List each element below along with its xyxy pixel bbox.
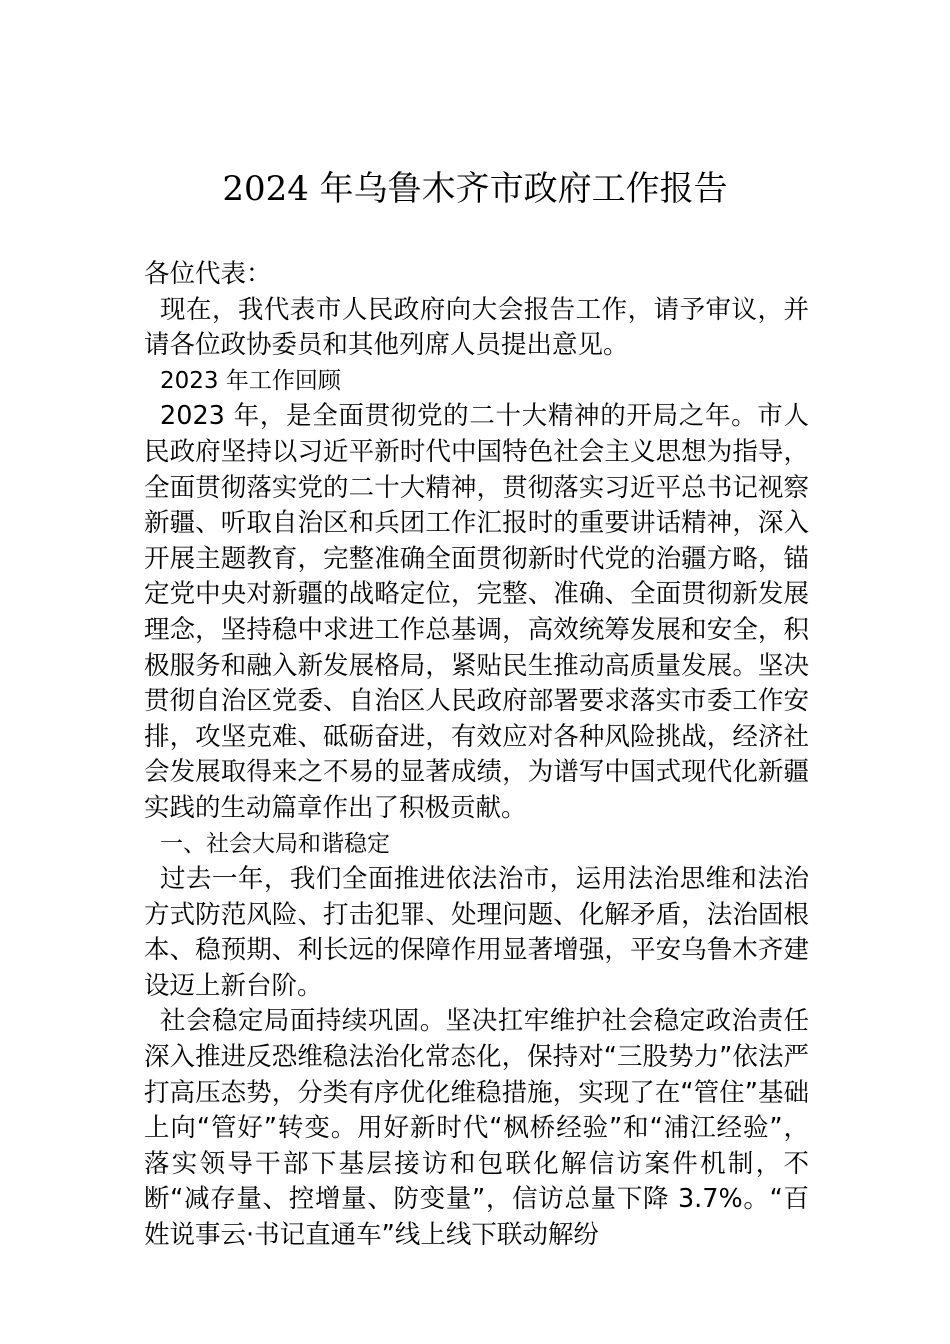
intro-paragraph: 现在，我代表市人民政府向大会报告工作，请予审议，并请各位政协委员和其他列席人员提出意见。	[144, 294, 809, 361]
salutation: 各位代表：	[144, 259, 272, 289]
document-body	[144, 257, 809, 1254]
document-title: 2024 年乌鲁木齐市政府工作报告	[222, 169, 728, 209]
section-heading-review: 2023 年工作回顾	[160, 367, 341, 394]
section-heading-one: 一、社会大局和谐稳定	[160, 830, 390, 857]
section-one-paragraph-1: 过去一年，我们全面推进依法治市，运用法治思维和法治方式防范风险、打击犯罪、处理问题、化解矛盾，法治固根本、稳预期、利长远的保障作用显著增强，平安乌鲁木齐建设迈上新台阶。	[144, 864, 809, 1001]
section-one-paragraph-2: 社会稳定局面持续巩固。坚决扛牢维护社会稳定政治责任深入推进反恐维稳法治化常态化，保持对“三股势力”依法严打高压态势，分类有序优化维稳措施，实现了在“管住”基础上向“管好”转变。用好新时代“枫桥经验”和“浦江经验”，落实领导干部下基层接访和包联化解信访案件机制，不断“减存量、控增量、防变量”，信访总量下降 3.7%。“百姓说事云·书记直通车”线上线下联动解纷	[144, 1006, 809, 1251]
review-paragraph: 2023 年，是全面贯彻党的二十大精神的开局之年。市人民政府坚持以习近平新时代中国特色社会主义思想为指导，全面贯彻落实党的二十大精神，贯彻落实习近平总书记视察新疆、听取自治区和兵团工作汇报时的重要讲话精神，深入开展主题教育，完整准确全面贯彻新时代党的治疆方略，锚定党中央对新疆的战略定位，完整、准确、全面贯彻新发展理念，坚持稳中求进工作总基调，高效统筹发展和安全，积极服务和融入新发展格局，紧贴民生推动高质量发展。坚决贯彻自治区党委、自治区人民政府部署要求落实市委工作安排，攻坚克难、砥砺奋进，有效应对各种风险挑战，经济社会发展取得来之不易的显著成绩，为谱写中国式现代化新疆实践的生动篇章作出了积极贡献。	[144, 401, 809, 823]
